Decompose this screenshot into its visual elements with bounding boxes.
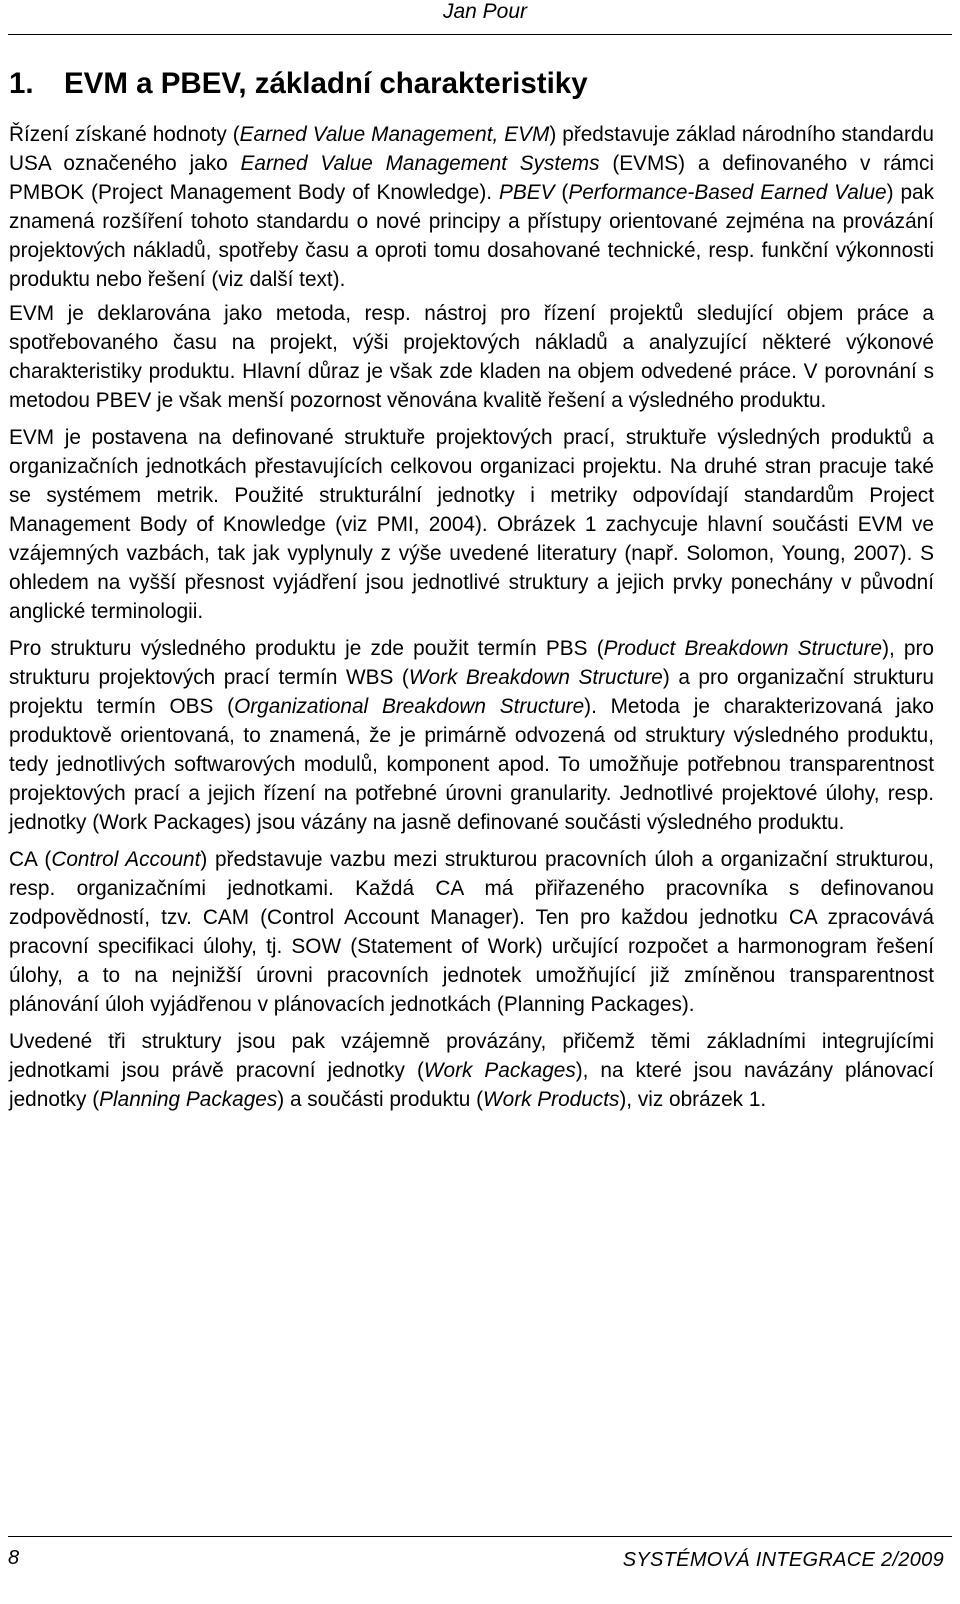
chapter-title-text: EVM a PBEV, základní charakteristiky [64,67,588,100]
text-run: ) představuje vazbu mezi strukturou pracovních úloh a organizační strukturou, resp. organizačními jednotkami. Každá CA má přiřazeného pracovníka s definovanou zodpovědností, tzv. CAM (Control Account Manager). Ten pro každou jednotku CA zpracovává pracovní specifikaci úlohy, tj. SOW (Statement of Work) určující rozpočet a harmonogram řešení úlohy, a to na nejnižší úrovni pracovních jednotek umožňující již zmíněnou transparentnost plánování úloh vyjádřenou v plánovacích jednotkách (Planning Packages). [9,848,934,1016]
text-run: ( [554,181,569,204]
chapter-title [9,66,588,102]
italic-term: Control Account [51,848,201,871]
italic-term: Performance-Based Earned Value [568,181,887,204]
italic-term: Earned Value Management Systems [240,152,600,175]
paragraph-evm-structure: EVM je postavena na definované struktuře projektových prací, struktuře výsledných produktů a organizačních jednotkách přestavujících celkovou organizaci projektu. Na druhé stran pracuje také se systémem metrik. Použité strukturální jednotky i metriky odpovídají standardům Project Management Body of Knowledge (viz PMI, 2004). Obrázek 1 zachycuje hlavní součásti EVM ve vzájemných vazbách, tak jak vyplynuly z výše uvedené literatury (např. Solomon, Young, 2007). S ohledem na vyšší přesnost vyjádření jsou jednotlivé struktury a jejich prvky ponechány v původní anglické terminologii. [9,426,934,623]
text-run: ) a součásti produktu ( [277,1088,483,1111]
text-run: ). Metoda je charakterizovaná jako produktově orientovaná, to znamená, že je primárně odvozená od struktury výsledného produktu, tedy jednotlivých softwarových modulů, komponent apod. To umožňuje potřebnou transparentnost projektových prací a jejich řízení na potřebné úrovni granularity. Jednotlivé projektové úlohy, resp. jednotky (Work Packages) jsou vázány na jasně definované součásti výsledného produktu. [9,695,934,834]
italic-term: Work Breakdown Structure [408,666,663,689]
italic-term: Work Packages [423,1059,576,1082]
italic-term: Organizational Breakdown Structure [234,695,585,718]
text-run: ), pro strukturu projektových prací termín WBS ( [9,637,934,689]
paragraph-integration [9,1027,934,1114]
header-author: Jan Pour [442,0,527,23]
text-run: Uvedené tři struktury jsou pak vzájemně provázány, přičemž těmi základními integrujícími jednotkami jsou právě pracovní jednotky ( [9,1030,934,1082]
paragraph-intro [9,120,934,294]
text-run: ) a pro organizační strukturu projektu termín OBS ( [9,666,934,718]
paragraph-control-account [9,845,934,1019]
paragraph-evm-method: EVM je deklarována jako metoda, resp. nástroj pro řízení projektů sledující objem práce a spotřebovaného času na projekt, výši projektových nákladů a analyzující některé výkonové charakteristiky produktu. Hlavní důraz je však zde kladen na objem odvedené práce. V porovnání s metodou PBEV je však menší pozornost věnována kvalitě řešení a výsledného produktu. [9,302,934,412]
text-run: Řízení získané hodnoty ( [9,123,240,146]
page-header [8,0,952,35]
text-run: Pro strukturu výsledného produktu je zde použit termín PBS ( [9,637,604,660]
chapter-number: 1. [9,67,34,100]
journal-name: SYSTÉMOVÁ INTEGRACE 2/2009 [622,1549,944,1571]
italic-term: Planning Packages [99,1088,278,1111]
page-footer [8,1536,952,1597]
text-run: ) pak znamená rozšíření tohoto standardu o nové principy a přístupy orientované zejména na provázání projektových nákladů, spotřeby času a oproti tomu dosahované technické, resp. funkční výkonnosti produktu nebo řešení (viz další text). [9,181,934,291]
text-run: ), viz obrázek 1. [619,1088,767,1111]
text-run: ) představuje základ národního standardu USA označeného jako [9,123,935,175]
italic-term: Product Breakdown Structure [603,637,883,660]
italic-term: Work Products [483,1088,620,1111]
italic-term: PBEV [499,181,555,204]
page-number: 8 [8,1547,20,1569]
paragraph-breakdown-structures [9,634,934,837]
italic-term: Earned Value Management, EVM [239,123,550,146]
text-run: CA ( [9,848,52,871]
text-run: ), na které jsou navázány plánovací jednotky ( [9,1059,934,1111]
article-body [9,120,934,1122]
text-run: (EVMS) a definovaného v rámci PMBOK (Project Management Body of Knowledge). [9,152,934,204]
